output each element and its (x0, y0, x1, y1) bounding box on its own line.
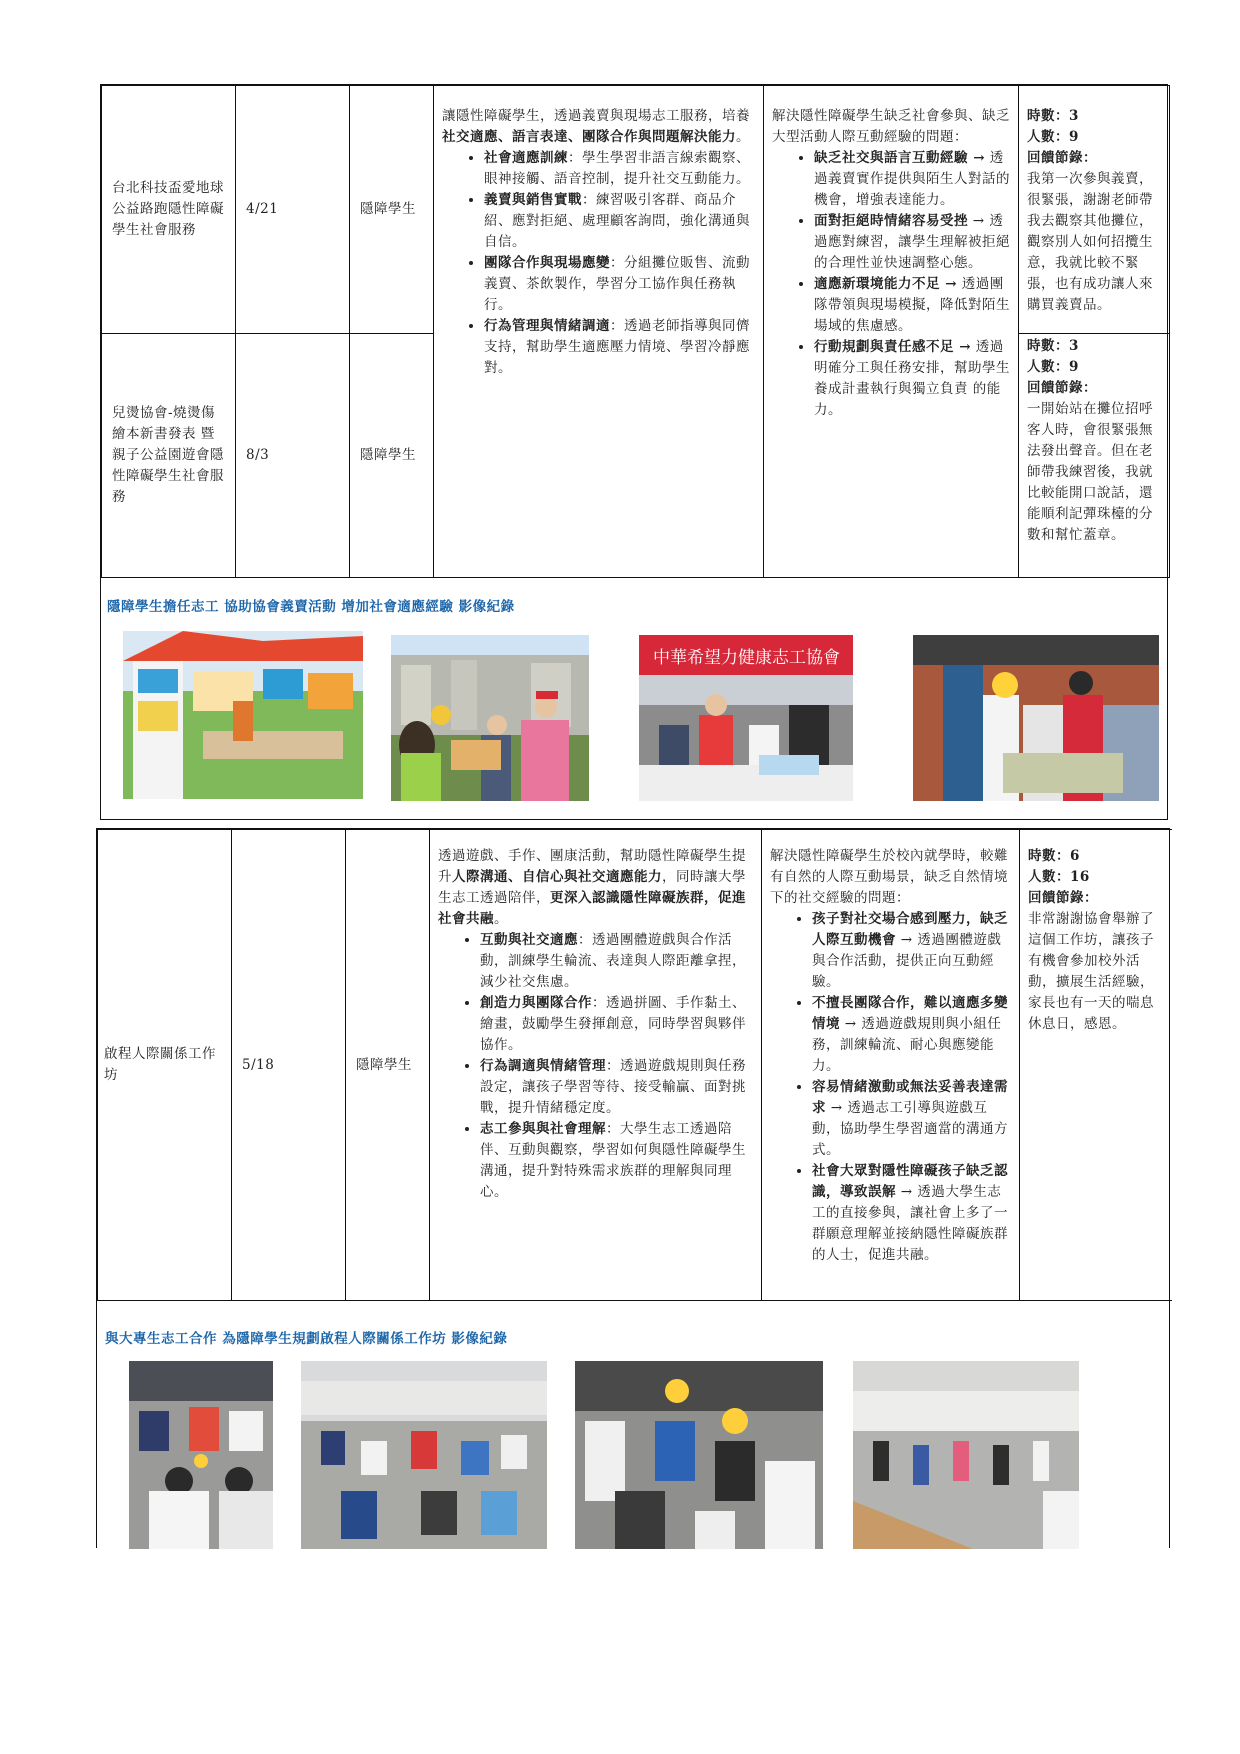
activity-date: 4/21 (246, 201, 279, 217)
activity-date-cell (236, 334, 350, 578)
participants: 隱障學生 (356, 1056, 412, 1073)
photo-caption: 隱障學生擔任志工 協助協會義賣活動 增加社會適應經驗 影像紀錄 (107, 599, 515, 615)
hours-line: 時數：3 (1027, 108, 1079, 124)
goal-item: • 志工參與與社會理解：大學生志工透過陪伴、互動與觀察，學習如何與隱性障礙學生溝通，提升對特殊需求族群的理解與同理心。 (480, 1119, 753, 1203)
problem-item: • 面對拒絕時情緒容易受挫 → 透過應對練習，讓學生理解被拒絕的合理性並快速調整心態。 (814, 211, 1010, 274)
feedback-text: 我第一次參與義賣，很緊張，謝謝老師帶我去觀察其他攤位，觀察別人如何招攬生意，我就比較不緊張，也有成功讓人來購買義賣品。 (1027, 171, 1153, 313)
problem-item: • 不擅長團隊合作，難以適應多變情境 → 透過遊戲規則與小組任務，訓練輪流、耐心與應變能力。 (812, 993, 1011, 1077)
activity-table-2-grid (97, 829, 1172, 1301)
photo-fair-booth (639, 635, 853, 801)
problem-item: • 社會大眾對隱性障礙孩子缺乏認識，導致誤解 → 透過大學生志工的直接參與，讓社會上多了一群願意理解並接納隱性障礙族群的人士，促進共融。 (812, 1161, 1011, 1266)
participants: 隱障學生 (360, 447, 416, 463)
goals-cell (430, 830, 762, 1301)
photo-game-booth (913, 635, 1159, 801)
banner-text: 中華希望力健康志工協會 (653, 648, 840, 668)
activity-date-cell (232, 830, 346, 1301)
hours-line: 時數：6 (1028, 848, 1080, 864)
goal-item: • 社會適應訓練：學生學習非語言線索觀察、眼神接觸、語音控制，提升社交互動能力。 (484, 148, 755, 190)
feedback-label: 回饋節錄： (1027, 150, 1097, 166)
photo-floor-craft (129, 1361, 273, 1549)
activity-name-cell (102, 86, 236, 334)
feedback-label: 回饋節錄： (1027, 380, 1097, 396)
activity-name-cell (102, 334, 236, 578)
problem-item: • 適應新環境能力不足 → 透過團隊帶領與現場模擬，降低對陌生場域的焦慮感。 (814, 274, 1010, 337)
goal-item: • 行為調適與情緒管理：透過遊戲規則與任務設定，讓孩子學習等待、接受輸贏、面對挑戰，提升情緒穩定度。 (480, 1056, 753, 1119)
activity-date: 8/3 (246, 447, 270, 463)
people-line: 人數：9 (1027, 129, 1079, 145)
activity-name: 啟程人際關係工作坊 (104, 1046, 216, 1083)
goal-item: • 義賣與銷售實戰：練習吸引客群、商品介紹、應對拒絕、處理顧客詢問，強化溝通與自信。 (484, 190, 755, 253)
photo-hall-activity (301, 1361, 547, 1549)
feedback-text: 一開始站在攤位招呼客人時，會很緊張無法發出聲音。但在老師帶我練習後，我就比較能開口說話，還能順利記彈珠檯的分數和幫忙蓋章。 (1027, 401, 1153, 543)
photo-street-selling (391, 635, 589, 801)
goals-intro: 透過遊戲、手作、團康活動，幫助隱性障礙學生提升人際溝通、自信心與社交適應能力，同時讓大學生志工透過陪伴，更深入認識隱性障礙族群，促進社會共融。 (438, 848, 746, 927)
photo-group-dance (853, 1361, 1079, 1549)
problems-list (770, 909, 1011, 1266)
photo-group-game (575, 1361, 823, 1549)
problems-cell (762, 830, 1020, 1301)
goals-list (438, 930, 753, 1203)
problem-item: • 孩子對社交場合感到壓力，缺乏人際互動機會 → 透過團體遊戲與合作活動，提供正向互動經驗。 (812, 909, 1011, 993)
goal-item: • 互動與社交適應：透過團體遊戲與合作活動，訓練學生輪流、表達與人際距離拿捏，減少社交焦慮。 (480, 930, 753, 993)
problems-intro: 解決隱性障礙學生於校內就學時，較難有自然的人際互動場景，缺乏自然情境下的社交經驗的問題： (770, 848, 1008, 906)
people-line: 人數：16 (1028, 869, 1090, 885)
participants-cell (350, 334, 434, 578)
problem-item: • 缺乏社交與語言互動經驗 → 透過義賣實作提供與陌生人對話的機會，增強表達能力。 (814, 148, 1010, 211)
activity-table-1-grid (101, 85, 1170, 578)
goal-item: • 創造力與團隊合作：透過拼圖、手作黏土、繪畫，鼓勵學生發揮創意，同時學習與夥伴協作。 (480, 993, 753, 1056)
people-line: 人數：9 (1027, 359, 1079, 375)
problems-list (772, 148, 1010, 421)
activity-name: 兒燙協會-燒燙傷繪本新書發表 暨親子公益園遊會隱性障礙學生社會服務 (112, 405, 224, 505)
problems-intro: 解決隱性障礙學生缺乏社會參與、缺乏大型活動人際互動經驗的問題： (772, 108, 1010, 145)
feedback-label: 回饋節錄： (1028, 890, 1098, 906)
feedback-cell (1019, 86, 1170, 334)
activity-table-2 (96, 828, 1170, 1548)
photo-charity-booth (123, 631, 363, 799)
activity-date: 5/18 (242, 1056, 275, 1073)
feedback-cell (1020, 830, 1172, 1301)
goal-item: • 行為管理與情緒調適：透過老師指導與同儕支持，幫助學生適應壓力情境、學習冷靜應對。 (484, 316, 755, 379)
problem-item: • 容易情緒激動或無法妥善表達需求 → 透過志工引導與遊戲互動，協助學生學習適當的溝通方式。 (812, 1077, 1011, 1161)
feedback-cell (1019, 334, 1170, 578)
goals-cell (434, 86, 764, 578)
participants-cell (350, 86, 434, 334)
hours-line: 時數：3 (1027, 338, 1079, 354)
activity-name-cell (98, 830, 232, 1301)
goals-intro: 讓隱性障礙學生，透過義賣與現場志工服務，培養社交適應、語言表達、團隊合作與問題解決能力。 (442, 108, 750, 145)
participants-cell (346, 830, 430, 1301)
activity-table-1 (100, 84, 1168, 820)
goals-list (442, 148, 755, 379)
goal-item: • 團隊合作與現場應變：分組攤位販售、流動義賣、茶飲製作，學習分工協作與任務執行。 (484, 253, 755, 316)
participants: 隱障學生 (360, 201, 416, 217)
activity-date-cell (236, 86, 350, 334)
feedback-text: 非常謝謝協會舉辦了這個工作坊，讓孩子有機會參加校外活動，擴展生活經驗，家長也有一天的喘息休息日，感恩。 (1028, 911, 1154, 1032)
problem-item: • 行動規劃與責任感不足 → 透過明確分工與任務安排，幫助學生養成計畫執行與獨立負責 的能力。 (814, 337, 1010, 421)
activity-name: 台北科技盃愛地球公益路跑隱性障礙學生社會服務 (112, 180, 224, 238)
problems-cell (764, 86, 1019, 578)
photo-caption: 與大專生志工合作 為隱障學生規劃啟程人際關係工作坊 影像紀錄 (105, 1331, 508, 1347)
